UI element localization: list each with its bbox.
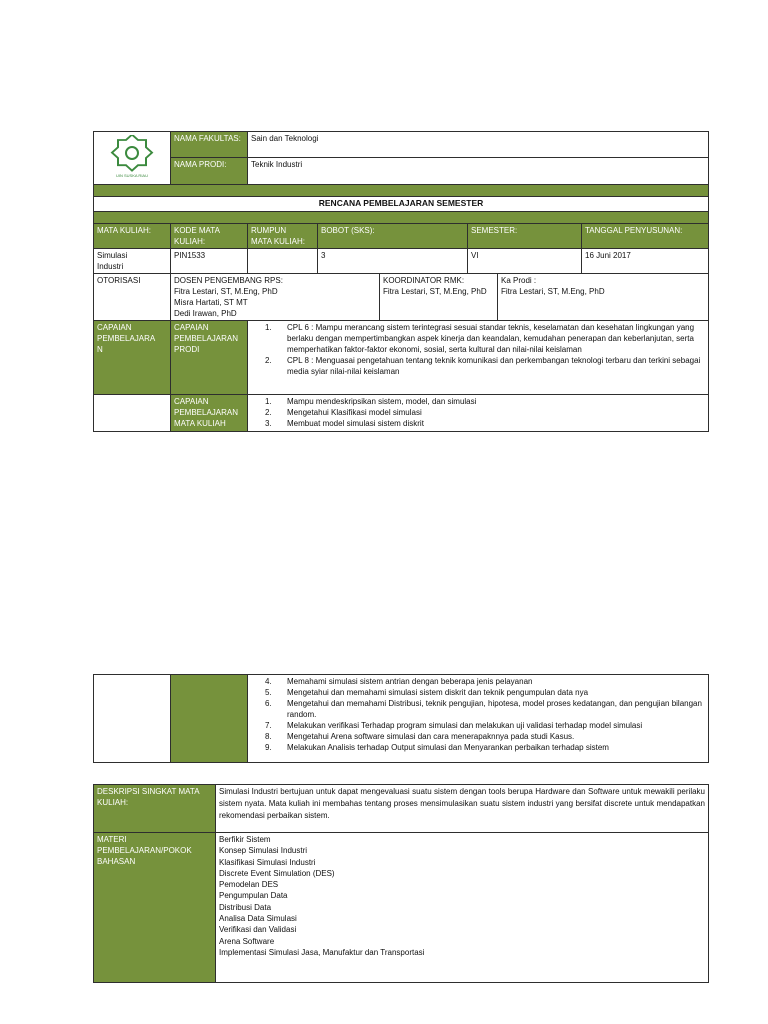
university-logo — [94, 132, 171, 185]
capaian-label: CAPAIAN PEMBELAJARA N — [94, 321, 171, 395]
course-header: BOBOT (SKS): — [318, 224, 468, 249]
course-value: PIN1533 — [171, 249, 248, 274]
materi-list — [216, 833, 709, 983]
course-header: TANGGAL PENYUSUNAN: — [582, 224, 709, 249]
kaprodi-cell — [498, 274, 709, 321]
list-item: 2. CPL 8 : Menguasai pengetahuan tentang teknik komunikasi dan perkembangan teknologi terbaru dan terkini sebagai media syiar nilai-nilai keislaman — [265, 356, 701, 376]
empty-cell — [94, 395, 171, 432]
list-item: Arena Software — [219, 936, 275, 946]
kaprodi-name: Fitra Lestari, ST, M.Eng, PhD — [501, 287, 605, 296]
dosen-name: Misra Hartati, ST MT — [174, 298, 248, 307]
capaian-mk-list-continued — [248, 675, 709, 763]
materi-label: MATERI PEMBELAJARAN/POKOK BAHASAN — [94, 833, 216, 983]
kaprodi-label: Ka Prodi : — [501, 276, 537, 285]
koordinator-name: Fitra Lestari, ST, M.Eng, PhD — [383, 287, 487, 296]
course-header: KODE MATA KULIAH: — [171, 224, 248, 249]
course-value: 16 Juni 2017 — [582, 249, 709, 274]
list-item: Berfikir Sistem — [219, 835, 271, 844]
deskripsi-materi-table — [93, 784, 709, 983]
list-item: Discrete Event Simulation (DES) — [219, 868, 335, 878]
rps-header-table — [93, 131, 709, 432]
list-item: 7. Melakukan verifikasi Terhadap program simulasi dan melakukan uji validasi terhadap model simulasi — [265, 721, 643, 730]
list-item: Pengumpulan Data — [219, 891, 288, 901]
green-divider — [94, 185, 709, 197]
list-item: 1. Mampu mendeskripsikan sistem, model, dan simulasi — [265, 397, 477, 406]
dosen-label: DOSEN PENGEMBANG RPS: — [174, 276, 283, 285]
list-item: Konsep Simulasi Industri — [219, 846, 308, 856]
list-item: Analisa Data Simulasi — [219, 914, 297, 924]
list-item: Pemodelan DES — [219, 880, 279, 890]
list-item: 1. CPL 6 : Mampu merancang sistem terintegrasi sesuai standar teknis, keselamatan dan kesehatan lingkungan yang berlaku dengan mempertimbangkan aspek kinerja dan keandalan, kemudahan penerapan dan keberlanjutan, serta memperhatikan faktor-faktor ekonomi, sosial, serta kultural dan nilai-nilai keislaman — [265, 323, 695, 354]
document-title: RENCANA PEMBELAJARAN SEMESTER — [94, 197, 709, 212]
list-item: 8. Mengetahui Arena software simulasi dan cara menerapaknnya pada studi Kasus. — [265, 732, 575, 741]
course-value — [248, 249, 318, 274]
capaian-mk-label: CAPAIAN PEMBELAJARAN MATA KULIAH — [171, 395, 248, 432]
course-value: Simulasi Industri — [94, 249, 171, 274]
empty-cell — [94, 675, 171, 763]
otorisasi-label: OTORISASI — [94, 274, 171, 321]
deskripsi-label: DESKRIPSI SINGKAT MATA KULIAH: — [94, 785, 216, 833]
dosen-name: Dedi Irawan, PhD — [174, 309, 237, 318]
list-item: Distribusi Data — [219, 902, 272, 912]
list-item: 5. Mengetahui dan memahami simulasi sistem diskrit dan teknik pengumpulan data nya — [265, 688, 589, 697]
deskripsi-text: Simulasi Industri bertujuan untuk dapat mengevaluasi suatu sistem dengan tools berupa Hardware dan Software untuk mewakili perilaku sistem nyata. Mata kuliah ini membahas tentang proses mensimulasikan suatu sistem industri yang bersifat discrete untuk mendapatkan rekomendasi perbaikan sistem. — [216, 785, 709, 833]
list-item: 6. Mengetahui dan memahami Distribusi, teknik pengujian, hipotesa, model proses kedatangan, dan pengujian bilangan random. — [265, 699, 702, 719]
faculty-value: Sain dan Teknologi — [248, 132, 709, 158]
dosen-cell — [171, 274, 380, 321]
dosen-name: Fitra Lestari, ST, M.Eng, PhD — [174, 287, 278, 296]
prodi-label: NAMA PRODI: — [171, 158, 248, 185]
list-item: 2. Mengetahui Klasifikasi model simulasi — [265, 408, 422, 417]
course-header: RUMPUN MATA KULIAH: — [248, 224, 318, 249]
list-item: 4. Memahami simulasi sistem antrian dengan beberapa jenis pelayanan — [265, 677, 533, 686]
capaian-mk-list — [248, 395, 709, 432]
koordinator-label: KOORDINATOR RMK: — [383, 276, 465, 285]
list-item: Klasifikasi Simulasi Industri — [219, 857, 316, 867]
faculty-label: NAMA FAKULTAS: — [171, 132, 248, 158]
list-item: Implementasi Simulasi Jasa, Manufaktur dan Transportasi — [219, 947, 425, 957]
capaian-prodi-list — [248, 321, 709, 395]
course-header: MATA KULIAH: — [94, 224, 171, 249]
list-item: 9. Melakukan Analisis terhadap Output simulasi dan Menyarankan perbaikan terhadap sistem — [265, 743, 609, 752]
koordinator-cell — [380, 274, 498, 321]
capaian-prodi-label: CAPAIAN PEMBELAJARAN PRODI — [171, 321, 248, 395]
green-divider — [94, 212, 709, 224]
capaian-continuation-table — [93, 674, 709, 763]
course-value: VI — [468, 249, 582, 274]
green-empty-cell — [171, 675, 248, 763]
list-item: 3. Membuat model simulasi sistem diskrit — [265, 419, 424, 428]
course-value: 3 — [318, 249, 468, 274]
prodi-value: Teknik Industri — [248, 158, 709, 185]
course-header: SEMESTER: — [468, 224, 582, 249]
list-item: Verifikasi dan Validasi — [219, 925, 297, 935]
logo-emblem-icon — [104, 135, 160, 179]
logo-text: UIN SUSKA RIAU — [115, 172, 149, 178]
